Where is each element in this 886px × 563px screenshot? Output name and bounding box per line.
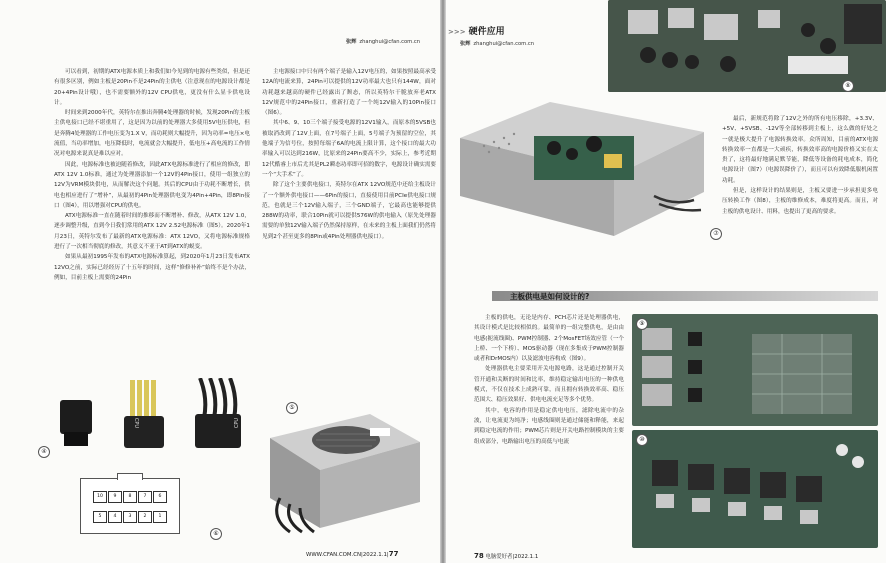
pin-1: 1 (153, 511, 167, 523)
right-bottom-column (474, 313, 624, 447)
paragraph: 其中6、9、10三个端子接受电源的12V1输入，而原本的5VSB也被取消改到了12V上面，在7号端子上面，5号端子为预留的空位，其他端子为信号位，按照每端子6A的电流上限计算，这个接口的最大功率输入可以达到216W，比原来的24Pin要高不少，实际上，参考近期12代酷睿上市后尤其是PL2瞬态功率即可招的数字，电源设计确实需要一个“大手术”了。 (262, 120, 436, 178)
left-author (346, 38, 420, 45)
paragraph: 最后，新规范将除了12V之外的所有电压移除，+3.3V、+5V、+5VSB、-12V等全部转移到主板上，这么做的好处之一就是极大提升了电源转换效率。众所周知，目前的ATX电源转换效率一直都是一大顽疾，转换效率高的电源价格又实在太贵了，这将最好地满足默节能，降低等设备的耗电成本，简化电源设计（图7）（电源误降价了），而且可以有效降低服机闲置功耗。 (722, 116, 878, 184)
paragraph: 主电源接口中只有两个端子是输入12V电压的，如果按照最高承受12A的电流来算，24Pin可以提供的12V功率最大也只有144W，面对功耗越来越高的硬件已经露出了颓态，所以英特尔干脆放弃老ATX 12V规范中的24Pin接口，重新打造了一个纯12V输入的10Pin接口（图6）。 (262, 69, 436, 117)
section-header-label: 硬件应用 (468, 27, 505, 37)
paragraph: 但是，这样设计的结果则是，主板又要进一步承担更多电压转换工作（图8），主板的维修成本，难度将更高。而且，对主板的供电设计、用料，也提出了更高的要求。 (722, 188, 878, 215)
connector-illustration (40, 378, 262, 472)
figure-caption-10: ⑩ (636, 434, 648, 446)
left-page (0, 0, 440, 563)
page-number: 77 (388, 550, 399, 558)
paragraph: 时间来到2000年代，英特尔在推出奔腾4处理器的时候，发现20Pin的主板主供电接口已经不堪重用了，这是因为以前的处理器大多使用5V电压供电，但是奔腾4处理器的工作电压变为1.X V，而功耗则大幅提升，因为功率=电压×电流值，当功率增加，电压降低时，电流就会大幅提升，低电压+高电流的工作情况对电源来说真是难以应对。 (54, 110, 250, 158)
figure-caption-4: ④ (38, 446, 50, 458)
cpu-label: CPU (234, 417, 241, 429)
right-author (460, 40, 534, 47)
footer-text: WWW.CFAN.COM.CN|2022.1.1| (306, 552, 389, 558)
pin-6: 6 (153, 491, 167, 503)
figure-7-open-psu (454, 96, 714, 240)
pin-7: 7 (138, 491, 152, 503)
figure-10-vrm-closeup (632, 430, 878, 548)
figure-5-power-supply (260, 408, 428, 534)
author-name: 张辉 (346, 39, 357, 45)
pin-9: 9 (108, 491, 122, 503)
figure-9-vrm-board (632, 314, 878, 426)
pin-8: 8 (123, 491, 137, 503)
figure-caption-7: ⑦ (710, 228, 722, 240)
pin-10: 10 (93, 491, 107, 503)
motherboard-illustration (608, 0, 886, 92)
figure-4-cpu-connectors (40, 378, 262, 472)
figure-caption-8: ⑧ (842, 80, 854, 92)
paragraph: 处理器供电主要采用开关电源电路，这是通过控制开关管开通和关断的时间和比率，维持稳定输出电压的一种供电模式，不仅在技术上成熟可靠，而且拥有转换效率高、稳压范围大、稳压效果好、供电电流充足等多个优势。 (474, 366, 624, 404)
paragraph: 其中，电容的作用是稳定供电电压，滤除电流中的杂波，让电流更为纯净；电感线圈则是通过储能和释能，来起到稳定电流的作用；PWM芯片则是开关电路控制模块的主要组成部分，电路输出电压的高低与电流 (474, 407, 624, 445)
psu-illustration (260, 408, 428, 534)
connector-latch (117, 473, 143, 480)
chevron-right-icon: >>> (448, 28, 466, 36)
pin-4: 4 (108, 511, 122, 523)
right-footer (474, 552, 538, 560)
left-column-1 (54, 67, 250, 283)
section-header (448, 24, 505, 37)
paragraph: 可以看到，初期的ATX电源本质上和我们如今见到的电源有些类似，但是还有很多区别，例如主板是20Pin不是24Pin的主供电（注意现在的电源设计都是20+4Pin设计哦），也不需要额外的12V CPU供电，更没有什么显卡供电设计。 (54, 69, 250, 106)
vrm-illustration (632, 314, 878, 426)
paragraph: 如果从最初1995年发布的ATX电源标准算起，到2020年1月23日发布ATX 12VO之前，实际已经经历了十五年的时间，这样“修修补补”始终不是个办法，例如，目前主板上需要的24Pin (54, 254, 250, 281)
vrm-closeup-illustration (632, 430, 878, 548)
author-email: zhanghui@cfan.com.cn (473, 41, 535, 47)
footer-text: 电脑爱好者|2022.1.1 (485, 554, 539, 560)
page-number: 78 (474, 552, 484, 560)
cpu-label: CPU (133, 417, 140, 429)
paragraph: 主板的供电，无论是内存、PCH芯片还是处理器供电，其设计模式是比较相似的。最简单的一组完整供电，是由由电感(扼流线圈)、PWM控制器、2个MosFET场效应管（一个上桥、一个下桥）、MOS驱动器（现在多集成于PWM控制器或者和DrMOS内）以及滤波电容构成（图9）。 (474, 315, 624, 363)
right-page (446, 0, 886, 563)
figure-8-motherboard (608, 0, 886, 92)
paragraph: 因此，电源标准也被迫随着修改，因此ATX电源标准进行了相应的修改，即ATX 12V 1.0标准，通过为处理器添加一个12V的4Pin接口，使用一组独立的12V为VRM模块供电，从而解决这个问题。其后的CPU由于功耗不断增长，供电也相应进行了“增补”，从最初的4Pin处理器供电变为4Pin+4Pin，即8Pin接口（图4），用以增强对CPU的供电。 (54, 161, 250, 209)
section-title: 主板供电是如何设计的? (510, 292, 590, 301)
pin-3: 3 (123, 511, 137, 523)
left-column-2 (262, 67, 436, 242)
author-name: 张辉 (460, 41, 471, 47)
figure-caption-9: ⑨ (636, 318, 648, 330)
open-psu-illustration (454, 96, 714, 240)
author-email: zhanghui@cfan.com.cn (359, 39, 421, 45)
paragraph: ATX电源标准一直在随着时间的推移而不断增补、修改，从ATX 12V 1.0，逐步调整升级，直到今日我们常用的ATX 12V 2.52电源标准（图5）。2020年1月23日，英特尔发布了最新的ATX电源标准：ATX 12VO，又将电源标准规格进行了一次相当彻底的修改，其意义不亚于AT到ATX的蜕变。 (54, 213, 250, 251)
figure-6-10pin-diagram (80, 478, 180, 534)
figure-caption-6: ⑥ (210, 528, 222, 540)
right-top-column (722, 114, 878, 217)
left-footer (306, 550, 398, 558)
pin-5: 5 (93, 511, 107, 523)
paragraph: 除了这个主要供电接口，英特尔在ATX 12VO规范中还给主板设计了一个额外供电接口——6Pin的接口，直接使用目前PCIe供电接口规范，也就是三个12V输入端子，三个GND端子，它最高也能够提供288W的功率，联合10Pin就可以提供576W的供电输入（原先处理器需要的单独12V输入端子仍然保持原样，在未来的主板上面我们仍然将见到2个甚至更多的8Pin或4Pin处理器供电接口）。 (262, 182, 436, 240)
pin-2: 2 (138, 511, 152, 523)
figure-caption-5: ⑤ (286, 402, 298, 414)
